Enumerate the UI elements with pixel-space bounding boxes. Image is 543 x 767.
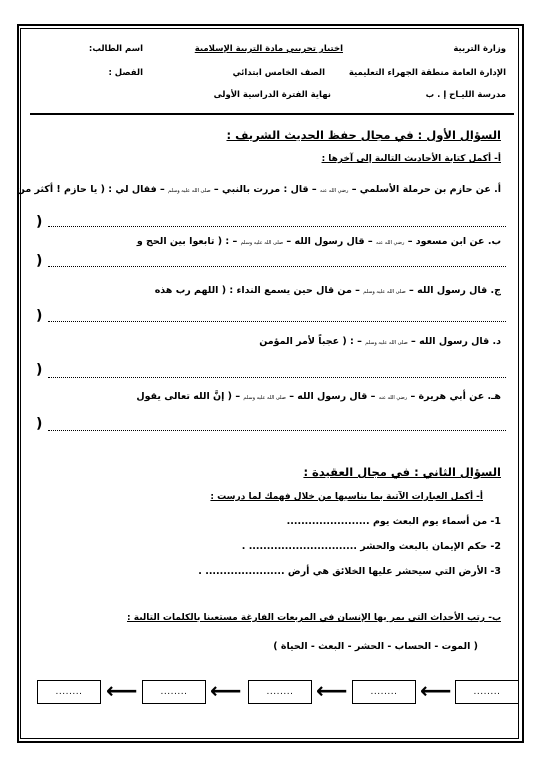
arrow-icon: ⟵ (316, 679, 348, 704)
arrow-icon: ⟵ (420, 679, 452, 704)
order-box-2[interactable]: ........ (352, 680, 416, 704)
hadith-item-e: هـ. عن أبي هريرة – رضي الله عنه – قال رسول الله – صلى الله عليه وسلم – ( إنَّ الله تعالى يقول (136, 391, 501, 402)
order-box-1[interactable]: ........ (455, 680, 519, 704)
answer-line-e[interactable] (48, 430, 506, 431)
grade-label: الصف الخامس ابتدائي (232, 68, 325, 78)
item-letter: أ. (494, 184, 501, 195)
closing-paren-a: ) (36, 214, 43, 230)
ministry-label: وزارة التربية (453, 44, 506, 54)
section2-title: السؤال الثاني : في مجال العقيدة : (303, 465, 501, 479)
section1-instruction: أ- أكمل كتابة الأحاديث التالية إلى آخرها : (321, 154, 501, 164)
hadith-item-b: ب. عن ابن مسعود – رضي الله عنه – قال رسول الله – صلى الله عليه وسلم – : ( تابعوا بين الحج و (136, 236, 501, 247)
arrow-icon: ⟵ (210, 679, 242, 704)
hadith-item-d: د. قال رسول الله – صلى الله عليه وسلم – : ( عجباً لأمر المؤمن (259, 336, 501, 347)
section2-instruction-b: ب- رتب الأحداث التي يمر بها الإنسان في المربعات الفارغة مستعينا بالكلمات التالية : (127, 613, 501, 623)
term-label: نهاية الفترة الدراسية الأولى (213, 90, 331, 100)
region-label: الإدارة العامة منطقة الجهراء التعليمية (348, 68, 506, 78)
hadith-item-a: أ. عن حازم بن حرملة الأسلمي – رضي الله عنه – قال : مررت بالنبي – صلى الله عليه وسلم – فقال لي : ( يا حازم ! أكثر من (16, 184, 501, 195)
order-box-3[interactable]: ........ (248, 680, 312, 704)
answer-line-d[interactable] (48, 377, 506, 378)
closing-paren-d: ) (36, 362, 43, 378)
order-box-4[interactable]: ........ (142, 680, 206, 704)
closing-paren-c: ) (36, 308, 43, 324)
exam-title: اختبار تجريبي مادة التربية الإسلامية (194, 44, 343, 54)
answer-line-b[interactable] (48, 266, 506, 267)
order-box-5[interactable]: ........ (37, 680, 101, 704)
section1-title: السؤال الأول : في مجال حفظ الحديث الشريف : (226, 128, 501, 142)
answer-line-a[interactable] (48, 226, 506, 227)
word-bank: ( الموت - الحساب - الحشر - البعث - الحياة ) (273, 641, 478, 652)
answer-line-c[interactable] (48, 321, 506, 322)
closing-paren-b: ) (36, 253, 43, 269)
student-name-label: اسم الطالب: (88, 44, 143, 54)
statement-2: 2- حكم الإيمان بالبعث والحشر .............................. . (241, 541, 501, 552)
header-divider (30, 113, 514, 115)
school-label: مدرسة الليـاح إ . ب (425, 90, 506, 100)
statement-3: 3- الأرض التي سيحشر عليها الخلائق هي أرض ...................... . (198, 566, 501, 577)
arrow-icon: ⟵ (106, 679, 138, 704)
closing-paren-e: ) (36, 416, 43, 432)
class-label: الفصل : (108, 68, 143, 78)
section2-instruction-a: أ- أكمل العبارات الآتية بما يناسبها من خلال فهمك لما درست : (210, 492, 483, 502)
statement-1: 1- من أسماء يوم البعث يوم ....................... (286, 516, 501, 527)
hadith-item-c: ج. قال رسول الله – صلى الله عليه وسلم – من قال حين يسمع النداء : ( اللهم رب هذه (154, 285, 501, 296)
